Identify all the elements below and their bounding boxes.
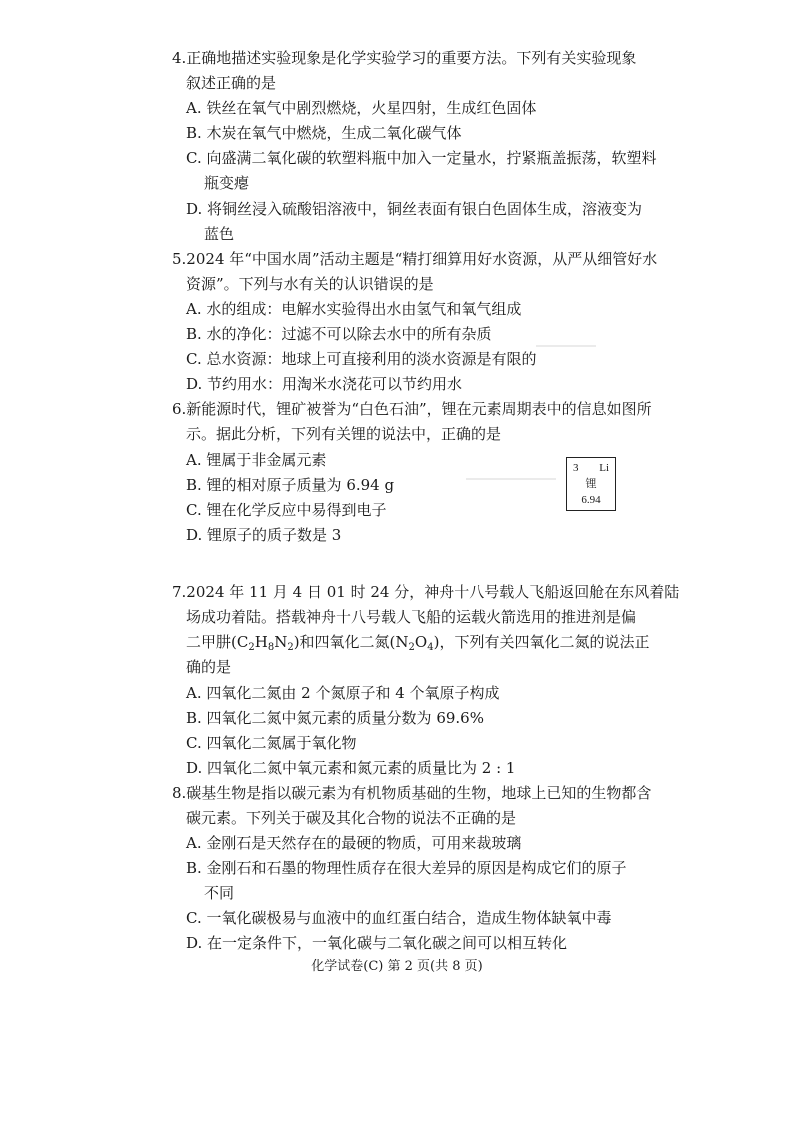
question-7-stem-line-3 [186,632,649,658]
question-5-option-d: D. 节约用水：用淘米水浇花可以节约用水 [186,375,463,393]
formula-element: N [274,633,288,651]
stem-text: )，下列有关四氧化二氮的说法正 [433,633,650,651]
question-6-option-a: A. 锂属于非金属元素 [186,451,327,469]
question-8-option-a: A. 金刚石是天然存在的最硬的物质，可用来裁玻璃 [186,834,522,852]
stem-text: )和四氧化二氮(N [293,633,409,651]
scan-smudge [466,478,556,480]
formula-element: H [254,633,268,651]
question-4-stem-line-1: 4.正确地描述实验现象是化学实验学习的重要方法。下列有关实验现象 [172,49,637,67]
question-5-option-b: B. 水的净化：过滤不可以除去水中的所有杂质 [186,325,492,343]
question-8-stem-line-2: 碳元素。下列关于碳及其化合物的说法不正确的是 [186,809,517,827]
question-7-option-b: B. 四氧化二氮中氮元素的质量分数为 69.6% [186,709,484,727]
question-4-option-d-cont: 蓝色 [204,225,235,243]
question-6-option-b: B. 锂的相对原子质量为 6.94 g [186,476,395,494]
question-4-option-c: C. 向盛满二氧化碳的软塑料瓶中加入一定量水，拧紧瓶盖振荡，软塑料 [186,149,657,167]
question-6-stem-line-2: 示。据此分析，下列有关锂的说法中，正确的是 [186,425,502,443]
question-6-stem-line-1: 6.新能源时代，锂矿被誉为“白色石油”，锂在元素周期表中的信息如图所 [172,400,652,418]
lithium-element-card [566,457,616,511]
atomic-number: 3 [573,462,579,474]
stem-text: 二甲肼(C [186,633,249,651]
question-5-stem-line-2: 资源”。下列与水有关的认识错误的是 [186,275,434,293]
question-6-option-c: C. 锂在化学反应中易得到电子 [186,501,387,519]
question-7-stem-line-4: 确的是 [186,658,232,676]
question-8-option-b: B. 金刚石和石墨的物理性质存在很大差异的原因是构成它们的原子 [186,859,627,877]
subscript: 2 [408,642,415,653]
formula-element: O [414,633,428,651]
question-7-stem-line-1: 7.2024 年 11 月 4 日 01 时 24 分，神舟十八号载人飞船返回舱在东风着陆 [172,583,680,601]
question-7-option-d: D. 四氧化二氮中氧元素和氮元素的质量比为 2 : 1 [186,759,516,777]
question-8-stem-line-1: 8.碳基生物是指以碳元素为有机物质基础的生物，地球上已知的生物都含 [172,784,652,802]
question-8-option-c: C. 一氧化碳极易与血液中的血红蛋白结合，造成生物体缺氧中毒 [186,909,612,927]
question-7-stem-line-2: 场成功着陆。搭载神舟十八号载人飞船的运载火箭选用的推进剂是偏 [186,608,637,626]
question-4-option-d: D. 将铜丝浸入硫酸铝溶液中，铜丝表面有银白色固体生成，溶液变为 [186,200,643,218]
subscript: 2 [287,642,294,653]
question-4-stem-line-2: 叙述正确的是 [186,74,277,92]
atomic-mass: 6.94 [581,494,601,506]
subscript: 8 [267,642,275,653]
question-4-option-c-cont: 瓶变瘪 [204,174,250,192]
element-name: 锂 [585,477,597,490]
question-7-option-a: A. 四氧化二氮由 2 个氮原子和 4 个氧原子构成 [186,684,500,702]
question-5-stem-line-1: 5.2024 年“中国水周”活动主题是“精打细算用好水资源，从严从细管好水 [172,250,658,268]
question-6-option-d: D. 锂原子的质子数是 3 [186,526,342,544]
question-8-option-b-cont: 不同 [204,884,235,902]
subscript: 2 [248,642,255,653]
subscript: 4 [427,642,434,653]
page-footer: 化学试卷(C) 第 2 页(共 8 页) [311,959,483,974]
question-4-option-a: A. 铁丝在氧气中剧烈燃烧，火星四射，生成红色固体 [186,99,537,117]
question-5-option-c: C. 总水资源：地球上可直接利用的淡水资源是有限的 [186,350,537,368]
question-4-option-b: B. 木炭在氧气中燃烧，生成二氧化碳气体 [186,124,462,142]
question-7-option-c: C. 四氧化二氮属于氧化物 [186,734,357,752]
element-symbol: Li [599,462,609,474]
question-5-option-a: A. 水的组成：电解水实验得出水由氢气和氧气组成 [186,300,522,318]
scan-smudge [536,345,596,347]
question-8-option-d: D. 在一定条件下，一氧化碳与二氧化碳之间可以相互转化 [186,934,568,952]
